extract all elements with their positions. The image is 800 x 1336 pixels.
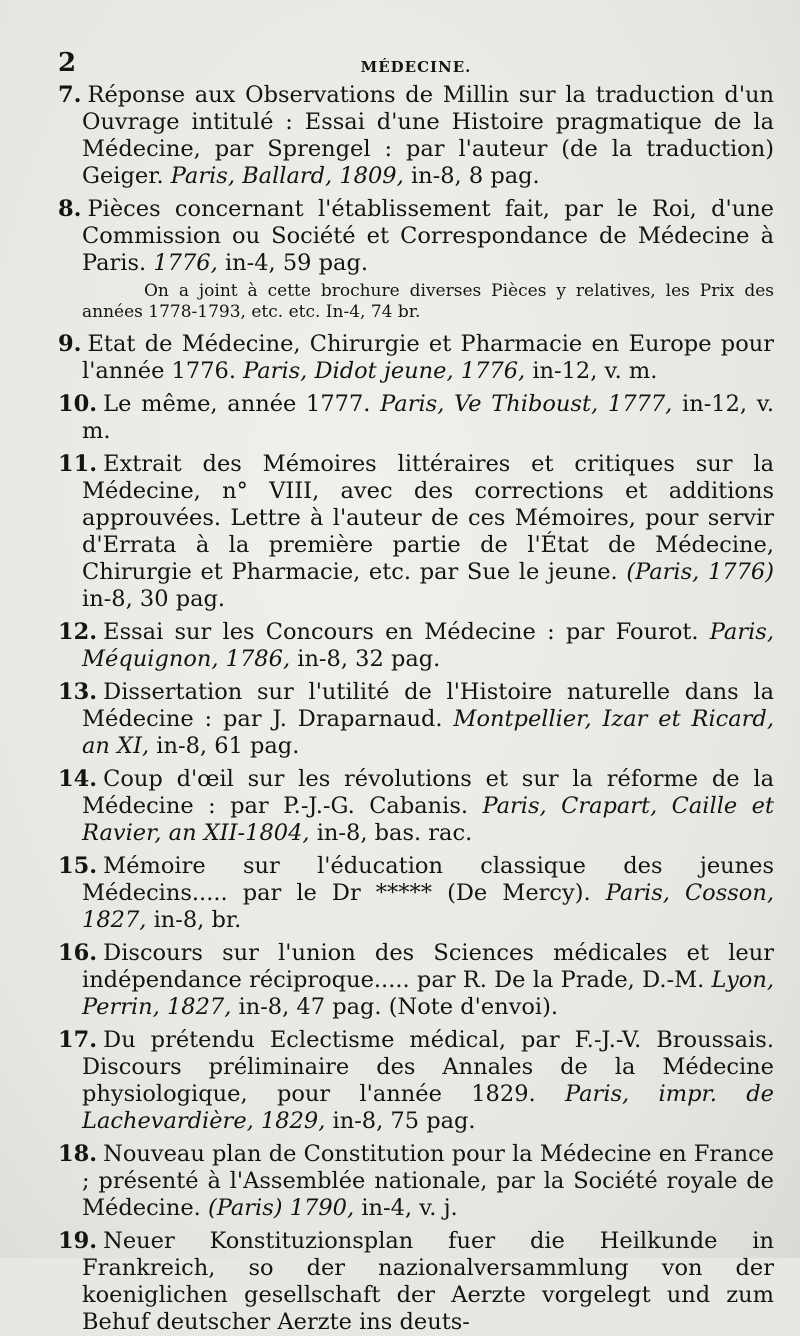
entry-7: 7. Réponse aux Observations de Millin sur la traduction d'un Ouvrage intitulé : Essai d'une Histoire pragmatique de la Médecine, par Sprengel : par l'auteur (de la traduction) Geiger. Paris, Ballard, 1809, in-8, 8 pag.	[58, 82, 774, 189]
page-number: 2	[58, 48, 77, 78]
bibliography-entries	[58, 82, 774, 1336]
entry-15: 15. Mémoire sur l'éducation classique des jeunes Médecins..... par le Dr ***** (De Mercy). Paris, Cosson, 1827, in-8, br.	[58, 853, 774, 933]
entry-13: 13. Dissertation sur l'utilité de l'Histoire naturelle dans la Médecine : par J. Draparnaud. Montpellier, Izar et Ricard, an XI, in-8, 61 pag.	[58, 679, 774, 759]
entry-17: 17. Du prétendu Eclectisme médical, par F.-J.-V. Broussais. Discours préliminaire des Annales de la Médecine physiologique, pour l'année 1829. Paris, impr. de Lachevardière, 1829, in-8, 75 pag.	[58, 1027, 774, 1134]
entry-9: 9. Etat de Médecine, Chirurgie et Pharmacie en Europe pour l'année 1776. Paris, Didot jeune, 1776, in-12, v. m.	[58, 331, 774, 384]
entry-14: 14. Coup d'œil sur les révolutions et sur la réforme de la Médecine : par P.-J.-G. Cabanis. Paris, Crapart, Caille et Ravier, an XII-1804, in-8, bas. rac.	[58, 766, 774, 846]
entry-16: 16. Discours sur l'union des Sciences médicales et leur indépendance réciproque..... par R. De la Prade, D.-M. Lyon, Perrin, 1827, in-8, 47 pag. (Note d'envoi).	[58, 940, 774, 1020]
running-head: MÉDECINE.	[360, 58, 472, 76]
entry-12: 12. Essai sur les Concours en Médecine : par Fourot. Paris, Méquignon, 1786, in-8, 32 pag.	[58, 619, 774, 672]
entry-8: 8. Pièces concernant l'établissement fait, par le Roi, d'une Commission ou Société et Correspondance de Médecine à Paris. 1776, in-4, 59 pag.	[58, 196, 774, 276]
page-header	[58, 44, 774, 82]
entry-8-note: On a joint à cette brochure diverses Pièces y relatives, les Prix des années 1778-1793, etc. etc. In-4, 74 br.	[82, 281, 774, 322]
entry-19: 19. Neuer Konstituzionsplan fuer die Heilkunde in Frankreich, so der nazionalversammlung von der koeniglichen gesellschaft der Aerzte vorgelegt und zum Behuf deutscher Aerzte ins deuts-	[58, 1228, 774, 1335]
entry-18: 18. Nouveau plan de Constitution pour la Médecine en France ; présenté à l'Assemblée nationale, par la Société royale de Médecine. (Paris) 1790, in-4, v. j.	[58, 1141, 774, 1221]
entry-10: 10. Le même, année 1777. Paris, Ve Thiboust, 1777, in-12, v. m.	[58, 391, 774, 444]
entry-11: 11. Extrait des Mémoires littéraires et critiques sur la Médecine, n° VIII, avec des corrections et additions approuvées. Lettre à l'auteur de ces Mémoires, pour servir d'Errata à la première partie de l'État de Médecine, Chirurgie et Pharmacie, etc. par Sue le jeune. (Paris, 1776) in-8, 30 pag.	[58, 451, 775, 612]
